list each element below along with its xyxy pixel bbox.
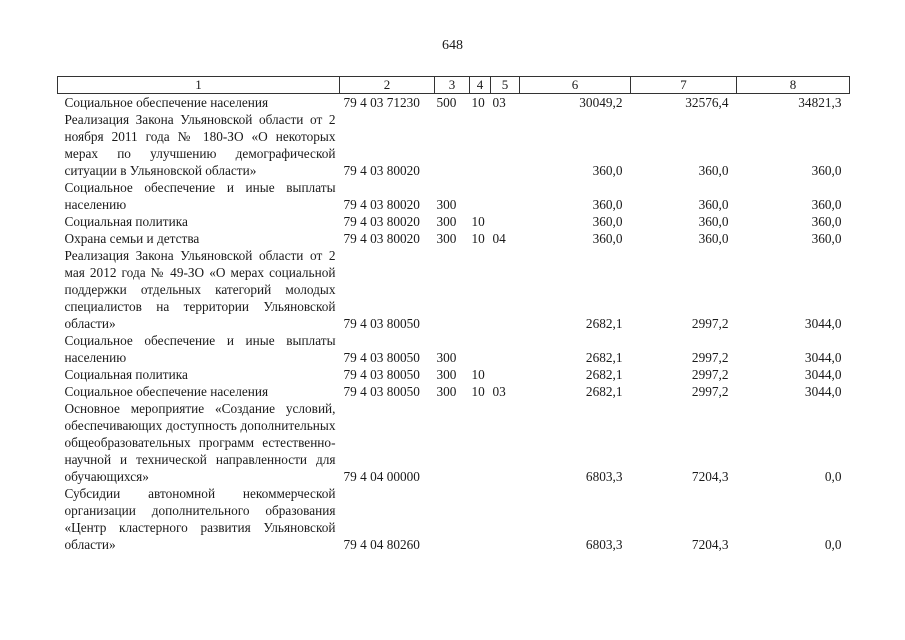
row-subsection: 03 [492, 95, 506, 110]
row-subsection [491, 400, 520, 485]
row-amount-col-6: 2682,1 [585, 350, 623, 365]
row-name: Социальное обеспечение и иные выплаты населению [64, 180, 336, 212]
row-name: Социальное обеспечение населения [64, 95, 269, 110]
row-amount-col-8: 3044,0 [804, 316, 842, 331]
table-row [58, 94, 850, 112]
row-amount-col-8: 34821,3 [798, 95, 842, 110]
row-amount-col-8: 360,0 [811, 197, 842, 212]
row-name: Реализация Закона Ульяновской области от 2 ноября 2011 года № 180-ЗО «О некоторых мерах по улучшению демографической ситуации в Ульяновской области» [64, 112, 336, 178]
row-amount-col-6: 360,0 [592, 163, 623, 178]
row-target-code: 79 4 03 80050 [343, 367, 420, 382]
row-expense-type: 500 [436, 95, 457, 110]
row-subsection [491, 111, 520, 179]
row-name: Социальная политика [64, 214, 188, 229]
row-expense-type [435, 400, 470, 485]
row-amount-col-6: 30049,2 [579, 95, 623, 110]
row-target-code: 79 4 03 80050 [343, 384, 420, 399]
row-amount-col-7: 360,0 [698, 231, 729, 246]
row-expense-type [435, 111, 470, 179]
row-section [470, 247, 491, 332]
row-expense-type [435, 247, 470, 332]
row-amount-col-7: 32576,4 [685, 95, 729, 110]
header-col-4: 4 [470, 77, 491, 94]
row-subsection [491, 366, 520, 383]
row-amount-col-7: 360,0 [698, 163, 729, 178]
row-amount-col-8: 0,0 [824, 469, 842, 484]
row-amount-col-8: 3044,0 [804, 384, 842, 399]
row-amount-col-8: 360,0 [811, 214, 842, 229]
row-amount-col-7: 2997,2 [691, 316, 729, 331]
row-expense-type [435, 485, 470, 553]
table-row [58, 383, 850, 400]
row-subsection: 03 [492, 384, 506, 399]
row-amount-col-6: 6803,3 [585, 537, 623, 552]
row-target-code: 79 4 03 80020 [343, 231, 420, 246]
row-amount-col-7: 7204,3 [691, 537, 729, 552]
row-expense-type: 300 [436, 384, 457, 399]
row-subsection: 04 [492, 231, 506, 246]
row-section: 10 [471, 214, 485, 229]
row-section [470, 111, 491, 179]
row-name: Основное мероприятие «Создание условий, обеспечивающих доступность дополнительных общеобразовательных программ естественно-научной и технической направленности для обучающихся» [64, 401, 336, 484]
table-row [58, 111, 850, 179]
row-amount-col-8: 360,0 [811, 231, 842, 246]
row-subsection [491, 332, 520, 366]
table-row [58, 230, 850, 247]
budget-table-container [57, 76, 849, 553]
table-row [58, 332, 850, 366]
row-amount-col-7: 2997,2 [691, 384, 729, 399]
row-subsection [491, 485, 520, 553]
table-row [58, 400, 850, 485]
row-section: 10 [471, 231, 485, 246]
page-number: 648 [442, 38, 463, 53]
row-amount-col-6: 6803,3 [585, 469, 623, 484]
row-amount-col-7: 7204,3 [691, 469, 729, 484]
header-col-3: 3 [435, 77, 470, 94]
row-section [470, 485, 491, 553]
row-name: Субсидии автономной некоммерческой организации дополнительного образования «Центр кластерного развития Ульяновской области» [64, 486, 336, 552]
table-header [58, 77, 850, 94]
row-target-code: 79 4 03 80020 [343, 163, 420, 178]
row-expense-type: 300 [436, 214, 457, 229]
header-col-6: 6 [520, 77, 631, 94]
table-body [58, 94, 850, 554]
row-target-code: 79 4 04 00000 [343, 469, 420, 484]
table-row [58, 213, 850, 230]
row-amount-col-6: 360,0 [592, 231, 623, 246]
row-section: 10 [471, 367, 485, 382]
header-row [58, 77, 850, 94]
row-expense-type: 300 [436, 367, 457, 382]
header-col-7: 7 [631, 77, 737, 94]
row-target-code: 79 4 03 71230 [343, 95, 420, 110]
row-expense-type: 300 [436, 197, 457, 212]
row-amount-col-6: 360,0 [592, 197, 623, 212]
row-amount-col-6: 2682,1 [585, 367, 623, 382]
row-amount-col-6: 2682,1 [585, 384, 623, 399]
row-amount-col-7: 360,0 [698, 197, 729, 212]
row-name: Социальное обеспечение и иные выплаты населению [64, 333, 336, 365]
header-col-5: 5 [491, 77, 520, 94]
row-subsection [491, 247, 520, 332]
row-amount-col-7: 2997,2 [691, 367, 729, 382]
table-row [58, 247, 850, 332]
row-amount-col-6: 2682,1 [585, 316, 623, 331]
budget-table [57, 76, 850, 553]
row-target-code: 79 4 03 80050 [343, 350, 420, 365]
header-col-2: 2 [340, 77, 435, 94]
row-expense-type: 300 [436, 350, 457, 365]
row-amount-col-8: 360,0 [811, 163, 842, 178]
row-section: 10 [471, 384, 485, 399]
row-name: Социальное обеспечение населения [64, 384, 269, 399]
row-target-code: 79 4 03 80050 [343, 316, 420, 331]
row-section [470, 400, 491, 485]
table-row [58, 179, 850, 213]
row-amount-col-7: 2997,2 [691, 350, 729, 365]
row-name: Социальная политика [64, 367, 188, 382]
table-row [58, 485, 850, 553]
row-amount-col-8: 3044,0 [804, 367, 842, 382]
row-section [470, 179, 491, 213]
row-amount-col-8: 3044,0 [804, 350, 842, 365]
row-subsection [491, 213, 520, 230]
row-section [470, 332, 491, 366]
row-name: Реализация Закона Ульяновской области от 2 мая 2012 года № 49-ЗО «О мерах социальной поддержки отдельных категорий молодых специалистов на территории Ульяновской области» [64, 248, 336, 331]
table-row [58, 366, 850, 383]
row-amount-col-7: 360,0 [698, 214, 729, 229]
row-name: Охрана семьи и детства [64, 231, 200, 246]
row-target-code: 79 4 04 80260 [343, 537, 420, 552]
row-target-code: 79 4 03 80020 [343, 214, 420, 229]
row-amount-col-6: 360,0 [592, 214, 623, 229]
row-target-code: 79 4 03 80020 [343, 197, 420, 212]
row-subsection [491, 179, 520, 213]
row-amount-col-8: 0,0 [824, 537, 842, 552]
header-col-1: 1 [58, 77, 340, 94]
row-section: 10 [471, 95, 485, 110]
header-col-8: 8 [737, 77, 850, 94]
row-expense-type: 300 [436, 231, 457, 246]
